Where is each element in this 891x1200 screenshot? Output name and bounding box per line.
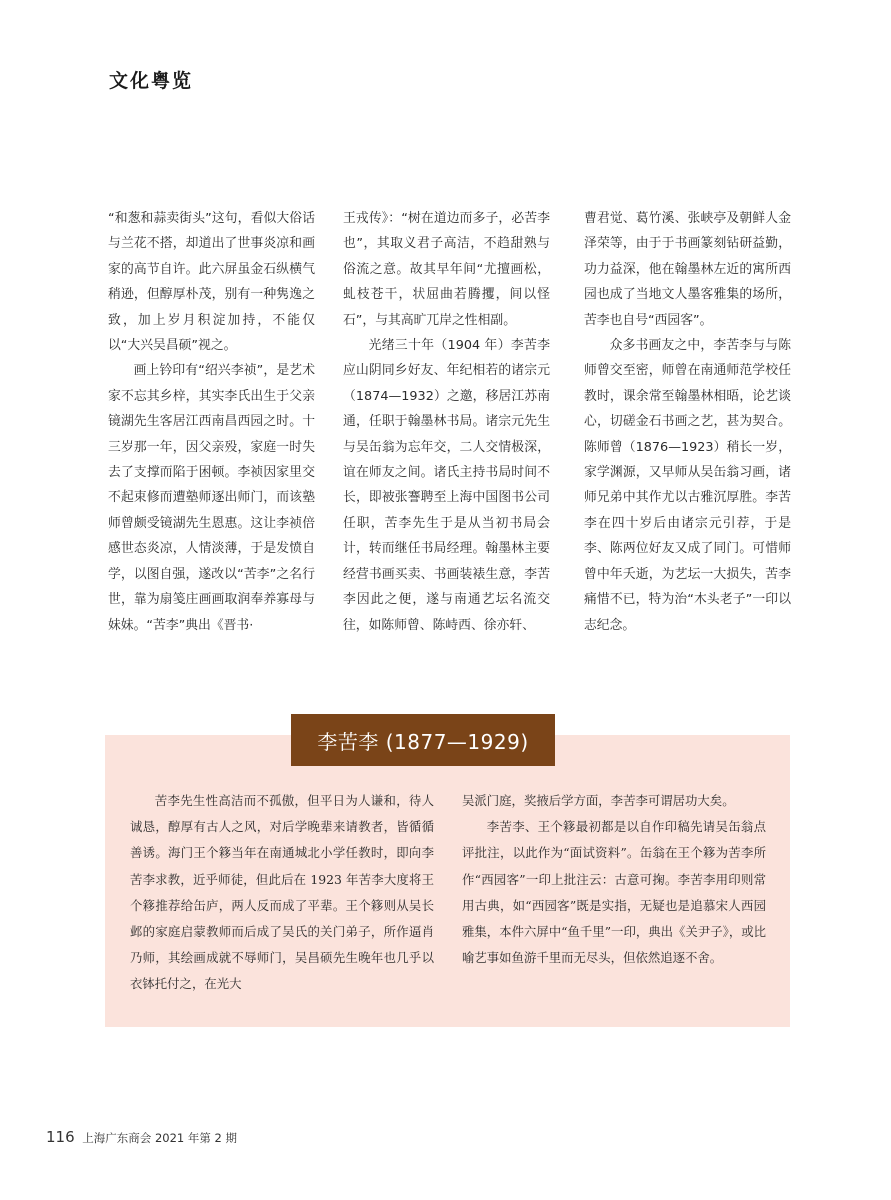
paragraph: 众多书画友之中，李苦李与与陈师曾交至密，师曾在南通师范学校任教时，课余常至翰墨林相晤，论艺谈心，切磋金石书画之艺，甚为契合。陈师曾（1876—1923）稍长一岁，家学渊源，又早师从吴缶翁习画，诸师兄弟中其作尤以古雅沉厚胜。李苦李在四十岁后由诸宗元引荐，于是李、陈两位好友又成了同门。可惜师曾中年夭逝，为艺坛一大损失，苦李痛惜不已，特为治“木头老子”一印以志纪念。 xyxy=(584,338,791,633)
paragraph: 苦李先生性高洁而不孤傲，但平日为人谦和，待人诚恳，醇厚有古人之风，对后学晚辈来请教者，皆循循善诱。海门王个簃当年在南通城北小学任教时，即向李苦李求教，近乎师徒，但此后在 1923 年苦李大度将王个簃推荐给缶庐，两人反而成了平辈。王个簃则从吴长邺的家庭启蒙教师而后成了吴氏的关门弟子，所作逼肖乃师，其绘画成就不辱师门，吴昌硕先生晚年也几乎以衣钵托付之，在光大 xyxy=(130,793,434,992)
section-title: 文化粤览 xyxy=(109,70,194,92)
paragraph: 曹君觉、葛竹溪、张峡亭及朝鲜人金泽荣等，由于于书画篆刻钻研益勤，功力益深，他在翰墨林左近的寓所西园也成了当地文人墨客雅集的场所，苦李也自号“西园客”。 xyxy=(584,211,791,328)
paragraph: 李苦李、王个簃最初都是以自作印稿先请吴缶翁点评批注，以此作为“面试资料”。缶翁在王个簃为苦李所作“西园客”一印上批注云：古意可掬。李苦李用印则常用古典，如“西园客”既是实指，无疑也是追慕宋人西园雅集，本件六屏中“鱼千里”一印，典出《关尹子》，或比喻艺事如鱼游千里而无尽头，但依然追逐不舍。 xyxy=(462,819,766,966)
paragraph: “和葱和蒜卖街头”这句，看似大俗话与兰花不搭，却道出了世事炎凉和画家的高节自许。此六屏虽金石纵横气稍逊，但醇厚朴茂，别有一种隽逸之致，加上岁月积淀加持，不能仅以“大兴吴昌硕”视之。 xyxy=(108,211,315,354)
sidebar-title: 李苦李 (1877—1929) xyxy=(291,714,555,766)
page-number: 116 xyxy=(46,1128,75,1146)
sidebar-column-1 xyxy=(130,788,434,998)
sidebar-column-2 xyxy=(462,788,766,971)
publication-name: 上海广东商会 2021 年第 2 期 xyxy=(82,1131,238,1145)
paragraph: 光绪三十年（1904 年）李苦李应山阴同乡好友、年纪相若的诸宗元（1874—1932）之邀，移居江苏南通，任职于翰墨林书局。诸宗元先生与吴缶翁为忘年交，二人交情极深，谊在师友之间。诸氏主持书局时间不长，即被张謇聘至上海中国图书公司任职，苦李先生于是从当初书局会计，转而继任书局经理。翰墨林主要经营书画买卖、书画装裱生意，李苦李因此之便，遂与南通艺坛名流交往，如陈师曾、陈峙西、徐亦轩、 xyxy=(343,338,550,633)
paragraph: 吴派门庭，奖掖后学方面，李苦李可谓居功大矣。 xyxy=(462,793,735,808)
article-column-2 xyxy=(343,206,550,638)
article-column-1 xyxy=(108,206,315,638)
article-column-3 xyxy=(584,206,791,638)
paragraph: 王戎传》：“树在道边而多子，必苦李也”，其取义君子高洁，不趋甜熟与俗流之意。故其早年间“尤擅画松，虬枝苍干，状屈曲若腾攫，间以怪石”，与其高旷兀岸之性相副。 xyxy=(343,211,550,328)
page-footer xyxy=(46,1128,237,1146)
paragraph: 画上钤印有“绍兴李祯”，是艺术家不忘其乡梓，其实李氏出生于父亲镜湖先生客居江西南昌西园之时。十三岁那一年，因父亲殁，家庭一时失去了支撑而陷于困顿。李祯因家里交不起束修而遭塾师逐出师门，而该塾师曾颇受镜湖先生恩惠。这让李祯倍感世态炎凉，人情淡薄，于是发愤自学，以图自强，遂改以“苦李”之名行世，靠为扇笺庄画画取润奉养寡母与妹妹。“苦李”典出《晋书· xyxy=(108,363,315,633)
